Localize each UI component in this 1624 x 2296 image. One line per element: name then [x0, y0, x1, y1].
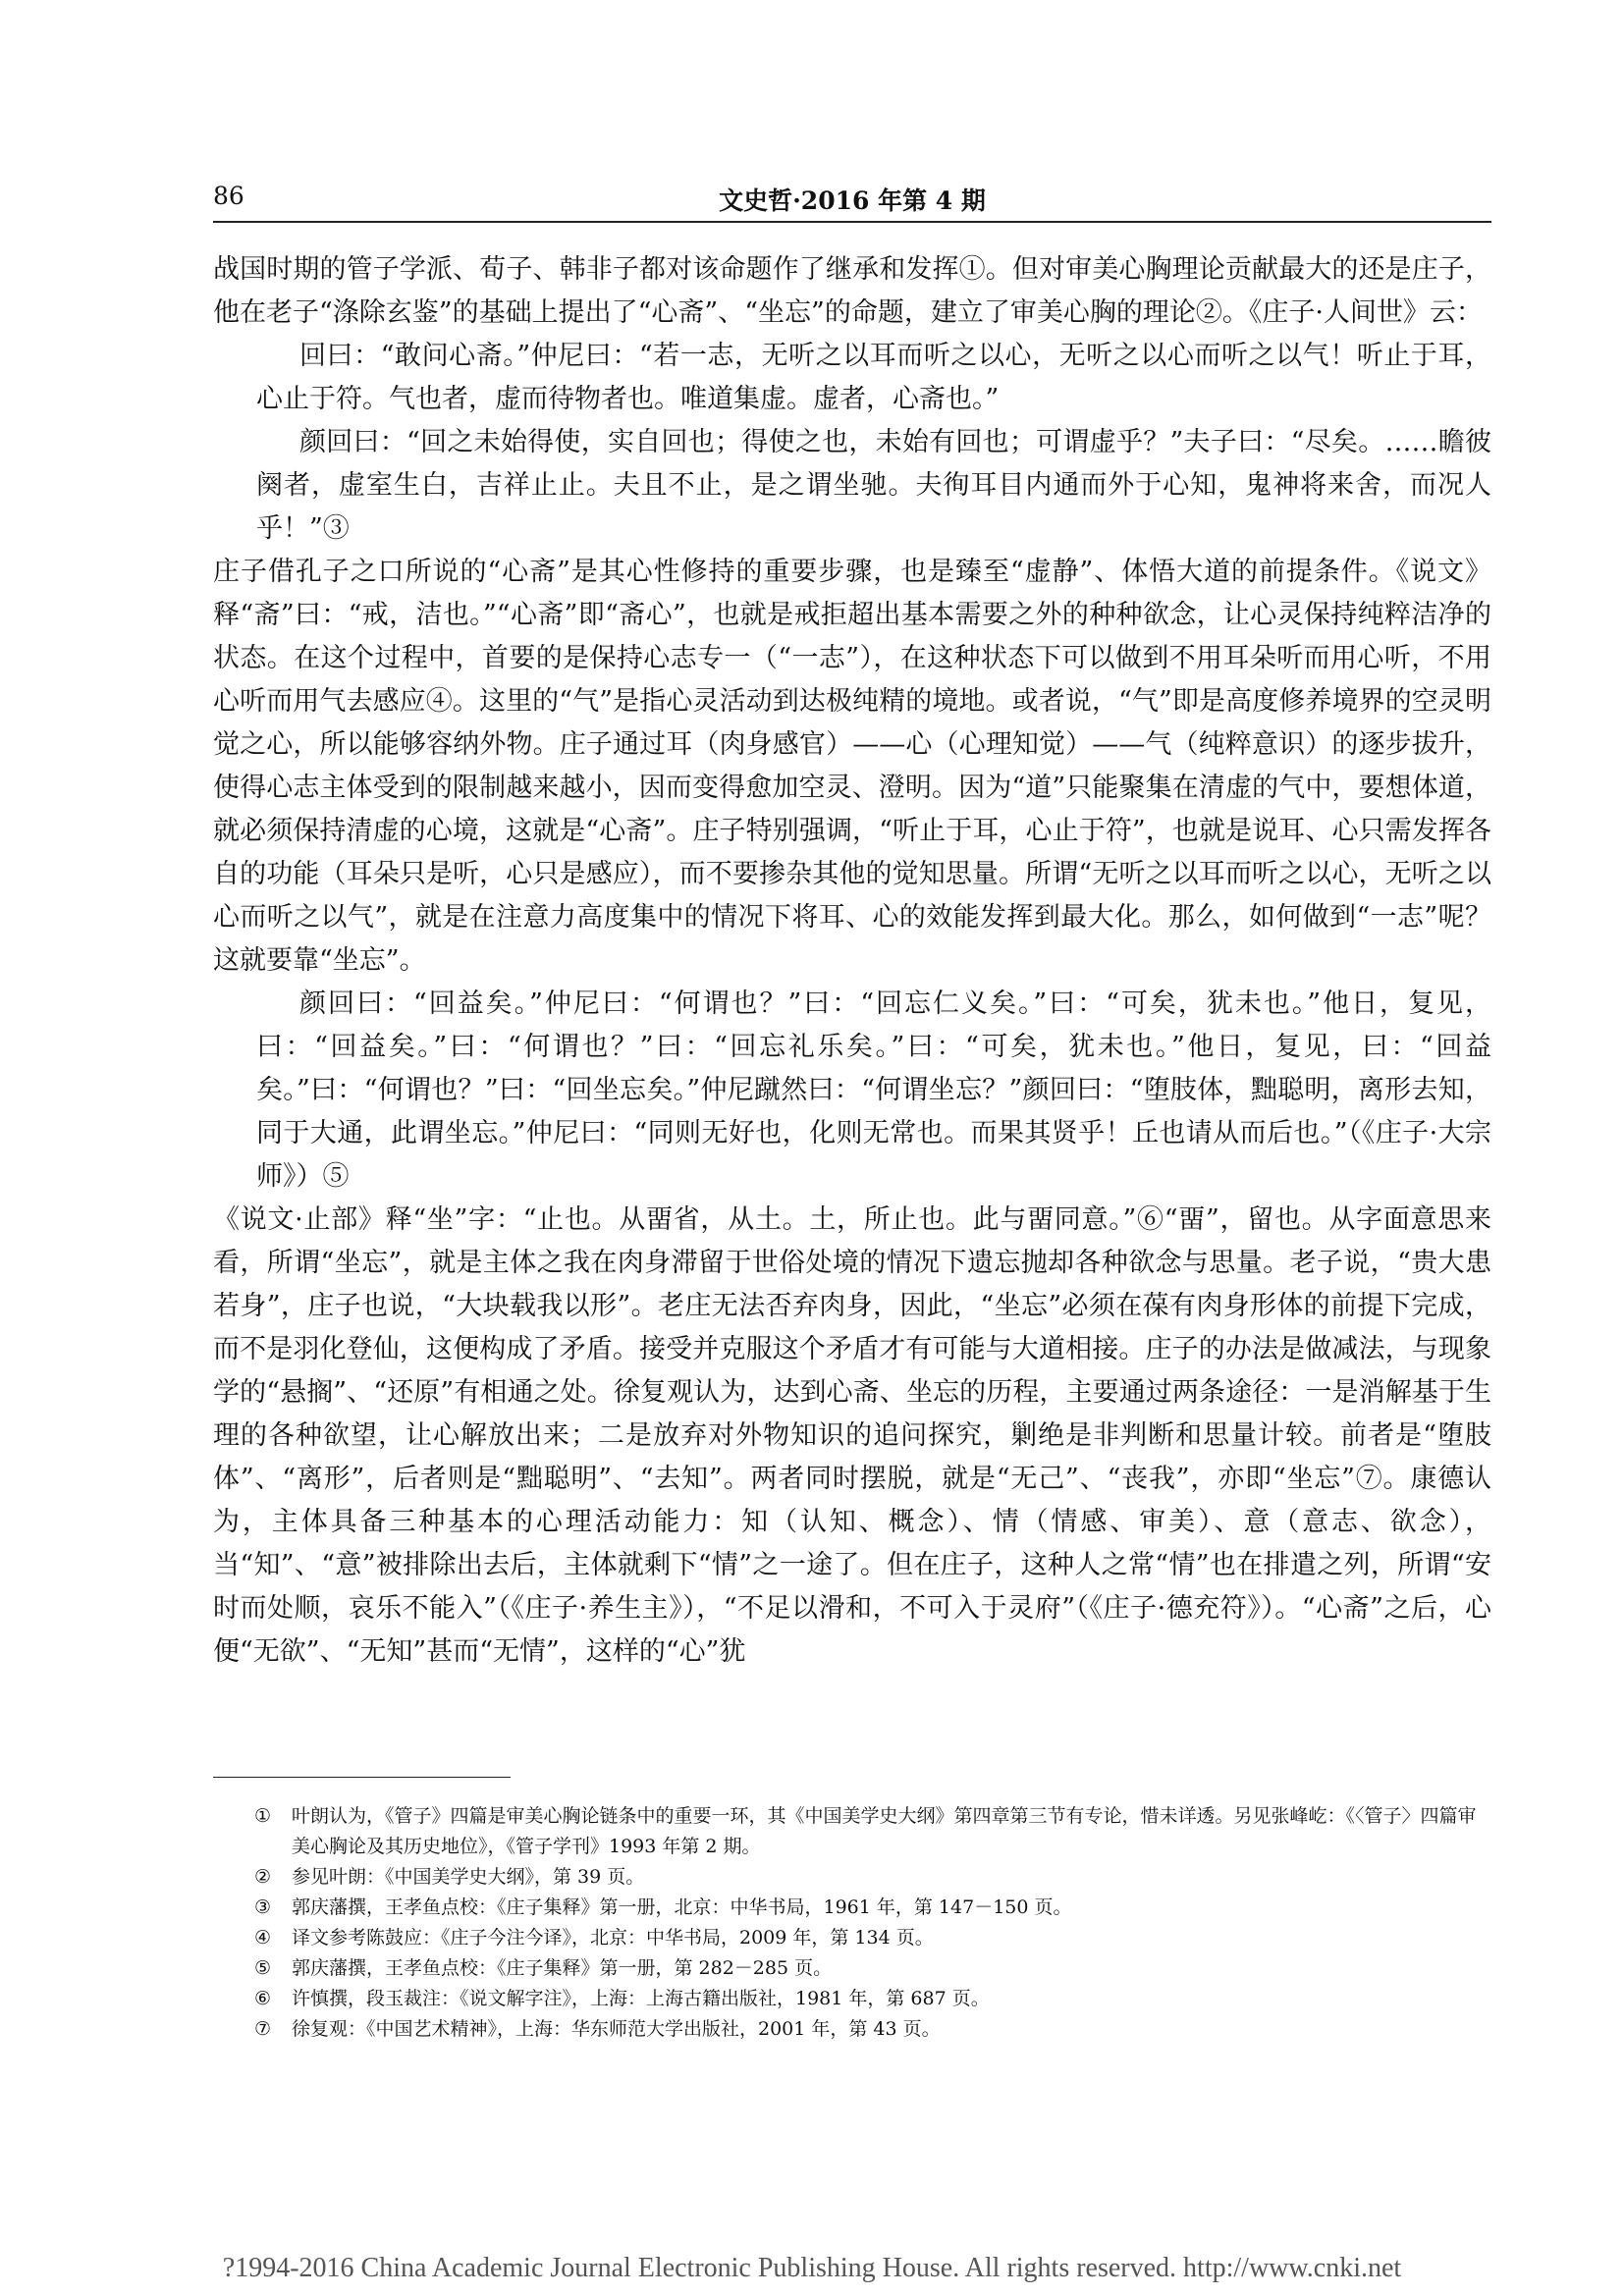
footnote-rule	[213, 1777, 511, 1778]
footnote	[213, 1984, 1491, 2014]
footnotes	[213, 1801, 1491, 2045]
footnote-text: 译文参考陈鼓应：《庄子今注今译》，北京：中华书局，2009 年，第 134 页。	[292, 1927, 934, 1949]
footnote-text: 参见叶朗：《中国美学史大纲》，第 39 页。	[292, 1866, 645, 1888]
journal-title: 文史哲·2016 年第 4 期	[719, 187, 986, 215]
footnote-text: 叶朗认为，《管子》四篇是审美心胸论链条中的重要一环，其《中国美学史大纲》第四章第三节有专论，惜未详透。另见张峰屹：《〈管子〉四篇审美心胸论及其历史地位》，《管子学刊》1993 年第 2 期。	[292, 1805, 1477, 1857]
footnote-mark: ①	[254, 1805, 272, 1827]
footnote	[213, 2014, 1491, 2045]
footnote-text: 徐复观：《中国艺术精神》，上海：华东师范大学出版社，2001 年，第 43 页。	[292, 2018, 941, 2040]
page-number: 86	[213, 182, 244, 210]
footnote-mark: ⑥	[254, 1988, 272, 2009]
running-header	[213, 182, 1491, 223]
footnote-mark: ⑤	[254, 1957, 272, 1979]
paragraph-2: 庄子借孔子之口所说的“心斋”是其心性修持的重要步骤，也是臻至“虚静”、体悟大道的前提条件。《说文》释“斋”曰：“戒，洁也。”“心斋”即“斋心”，也就是戒拒超出基本需要之外的种种欲念，让心灵保持纯粹洁净的状态。在这个过程中，首要的是保持心志专一（“一志”），在这种状态下可以做到不用耳朵听而用心听，不用心听而用气去感应④。这里的“气”是指心灵活动到达极纯精的境地。或者说，“气”即是高度修养境界的空灵明觉之心，所以能够容纳外物。庄子通过耳（肉身感官）——心（心理知觉）——气（纯粹意识）的逐步拔升，使得心志主体受到的限制越来越小，因而变得愈加空灵、澄明。因为“道”只能聚集在清虚的气中，要想体道，就必须保持清虚的心境，这就是“心斋”。庄子特别强调，“听止于耳，心止于符”，也就是说耳、心只需发挥各自的功能（耳朵只是听，心只是感应），而不要掺杂其他的觉知思量。所谓“无听之以耳而听之以心，无听之以心而听之以气”，就是在注意力高度集中的情况下将耳、心的效能发挥到最大化。那么，如何做到“一志”呢？这就要靠“坐忘”。	[213, 557, 1491, 976]
block-quote-3: 颜回曰：“回益矣。”仲尼曰：“何谓也？”曰：“回忘仁义矣。”曰：“可矣，犹未也。”他日，复见，曰：“回益矣。”曰：“何谓也？”曰：“回忘礼乐矣。”曰：“可矣，犹未也。”他日，复见，曰：“回益矣。”曰：“何谓也？”曰：“回坐忘矣。”仲尼蹴然曰：“何谓坐忘？”颜回曰：“堕肢体，黜聪明，离形去知，同于大通，此谓坐忘。”仲尼曰：“同则无好也，化则无常也。而果其贤乎！丘也请从而后也。”（《庄子·大宗师》）⑤	[256, 988, 1491, 1192]
footnote-mark: ④	[254, 1927, 272, 1949]
block-quote-2: 颜回曰：“回之未始得使，实自回也；得使之也，未始有回也；可谓虚乎？”夫子曰：“尽矣。……瞻彼阕者，虚室生白，吉祥止止。夫且不止，是之谓坐驰。夫徇耳目内通而外于心知，鬼神将来舍，而况人乎！”③	[256, 427, 1491, 544]
header-rule	[213, 221, 1491, 223]
footnote	[213, 1862, 1491, 1893]
paragraph-3: 《说文·止部》释“坐”字：“止也。从畱省，从土。土，所止也。此与畱同意。”⑥“畱”，留也。从字面意思来看，所谓“坐忘”，就是主体之我在肉身滞留于世俗处境的情况下遗忘抛却各种欲念与思量。老子说，“贵大患若身”，庄子也说，“大块载我以形”。老庄无法否弃肉身，因此，“坐忘”必须在葆有肉身形体的前提下完成，而不是羽化登仙，这便构成了矛盾。接受并克服这个矛盾才有可能与大道相接。庄子的办法是做减法，与现象学的“悬搁”、“还原”有相通之处。徐复观认为，达到心斋、坐忘的历程，主要通过两条途径：一是消解基于生理的各种欲望，让心解放出来；二是放弃对外物知识的追问探究，剿绝是非判断和思量计较。前者是“堕肢体”、“离形”，后者则是“黜聪明”、“去知”。两者同时摆脱，就是“无己”、“丧我”，亦即“坐忘”⑦。康德认为，主体具备三种基本的心理活动能力：知（认知、概念）、情（情感、审美）、意（意志、欲念），当“知”、“意”被排除出去后，主体就剩下“情”之一途了。但在庄子，这种人之常“情”也在排遣之列，所谓“安时而处顺，哀乐不能入”（《庄子·养生主》），“不足以滑和，不可入于灵府”（《庄子·德充符》）。“心斋”之后，心便“无欲”、“无知”甚而“无情”，这样的“心”犹	[213, 1204, 1491, 1667]
footnote-mark: ⑦	[254, 2018, 272, 2040]
footnote	[213, 1893, 1491, 1923]
footnote-mark: ②	[254, 1866, 272, 1888]
footnote	[213, 1953, 1491, 1984]
copyright-footer: ?1994-2016 China Academic Journal Electronic Publishing House. All rights reserved. http://www.cnki.net	[222, 2253, 1402, 2283]
block-quote-1: 回曰：“敢问心斋。”仲尼曰：“若一志，无听之以耳而听之以心，无听之以心而听之以气！听止于耳，心止于符。气也者，虚而待物者也。唯道集虚。虚者，心斋也。”	[256, 341, 1491, 414]
footnote-text: 郭庆藩撰，王孝鱼点校：《庄子集释》第一册，第 282－285 页。	[292, 1957, 833, 1979]
article-body	[213, 248, 1491, 1674]
footnote-text: 郭庆藩撰，王孝鱼点校：《庄子集释》第一册，北京：中华书局，1961 年，第 147－150 页。	[292, 1896, 1072, 1918]
paragraph-1: 战国时期的管子学派、荀子、韩非子都对该命题作了继承和发挥①。但对审美心胸理论贡献最大的还是庄子，他在老子“涤除玄鉴”的基础上提出了“心斋”、“坐忘”的命题，建立了审美心胸的理论②。《庄子·人间世》云：	[213, 254, 1491, 328]
footnote	[213, 1923, 1491, 1953]
footnote	[213, 1801, 1491, 1862]
footnote-mark: ③	[254, 1896, 272, 1918]
footnote-text: 许慎撰，段玉裁注：《说文解字注》，上海：上海古籍出版社，1981 年，第 687 页。	[292, 1988, 990, 2009]
